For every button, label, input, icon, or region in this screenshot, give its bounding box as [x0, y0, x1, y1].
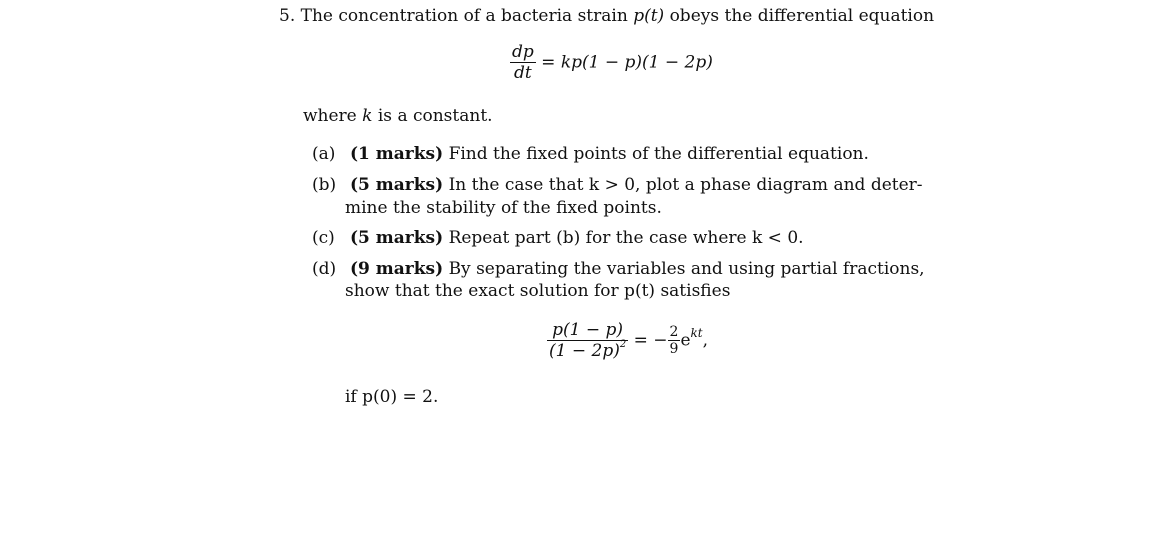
eq1-rhs: = kp(1 − p)(1 − 2p) [541, 52, 713, 73]
part-a-marks: (1 marks) [350, 144, 444, 164]
eq2-equals: = − [633, 330, 668, 351]
part-d [312, 259, 925, 279]
equation-1 [510, 42, 713, 83]
part-a [312, 144, 869, 164]
part-d-label: (d) [312, 259, 337, 279]
condition-text: if p(0) = 2. [345, 387, 439, 407]
where-post: is a constant. [372, 106, 493, 126]
condition-line [345, 387, 438, 407]
part-d-text-line1: By separating the variables and using partial fractions, [448, 259, 925, 279]
part-b-text-line1: In the case that k > 0, plot a phase diagram and deter- [448, 175, 923, 195]
eq2-lhs-numerator: p(1 − p) [552, 320, 624, 340]
part-b-label: (b) [312, 175, 337, 195]
intro-func: p(t) [633, 6, 665, 26]
problem-number: 5. [279, 6, 296, 26]
eq2-lhs-fraction [547, 320, 628, 361]
eq2-rhs-denominator: 9 [669, 341, 679, 357]
part-d-marks: (9 marks) [350, 259, 444, 279]
where-line [303, 106, 493, 126]
part-d-continuation [345, 281, 730, 301]
eq2-trailing-comma: , [702, 330, 709, 351]
eq2-rhs-numerator: 2 [669, 324, 679, 340]
part-b-text-line2: mine the stability of the fixed points. [345, 198, 662, 218]
intro-text-pre: The concentration of a bacteria strain [300, 6, 634, 26]
problem-header [279, 6, 934, 26]
part-b-marks: (5 marks) [350, 175, 444, 195]
equation-2 [547, 320, 708, 361]
eq2-lhs-denominator [547, 340, 628, 361]
where-var: k [362, 106, 373, 126]
part-a-label: (a) [312, 144, 336, 164]
part-c-marks: (5 marks) [350, 228, 444, 248]
eq1-numerator: dp [512, 42, 534, 62]
part-c-label: (c) [312, 228, 335, 248]
eq2-rhs-fraction [668, 324, 681, 357]
part-c-text: Repeat part (b) for the case where k < 0. [448, 228, 804, 248]
part-d-text-line2: show that the exact solution for p(t) satisfies [345, 281, 731, 301]
intro-text-post: obeys the differential equation [664, 6, 935, 26]
eq2-lhs-den-base: (1 − 2p) [549, 341, 620, 361]
eq2-rhs-exponent: kt [690, 325, 703, 340]
eq1-denominator: dt [510, 62, 536, 83]
part-b [312, 175, 923, 195]
part-a-text: Find the fixed points of the differential equation. [448, 144, 869, 164]
eq1-fraction [510, 42, 536, 83]
eq2-rhs-e: e [680, 330, 691, 351]
where-pre: where [303, 106, 363, 126]
eq2-lhs-den-exponent: 2 [619, 339, 627, 351]
part-c [312, 228, 804, 248]
part-b-continuation [345, 198, 662, 218]
